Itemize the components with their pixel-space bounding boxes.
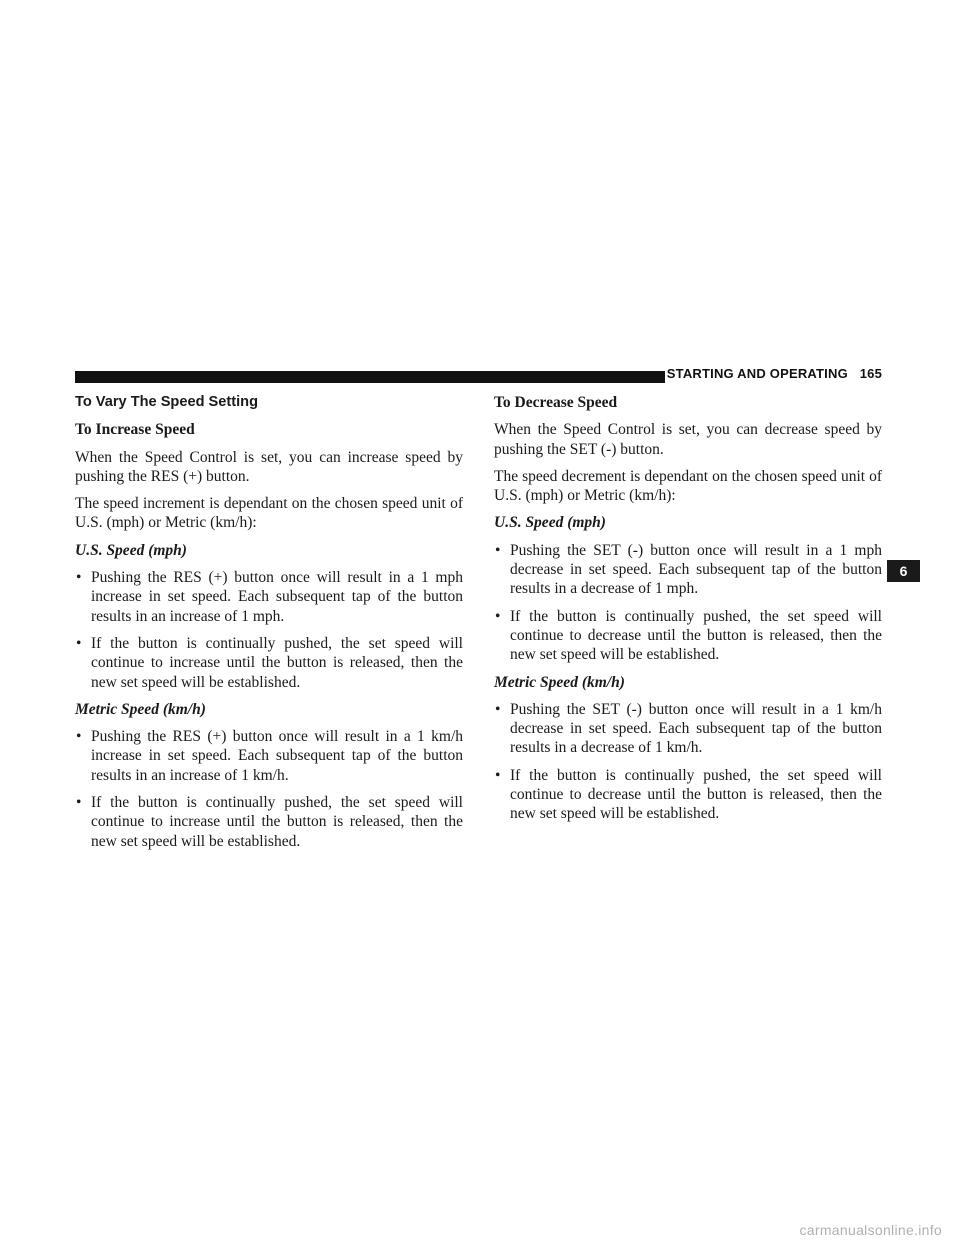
list-item: • If the button is continually pushed, the set speed will continue to increase until the button is released, then the new set speed will be established. bbox=[76, 794, 463, 850]
right-column bbox=[494, 393, 882, 832]
header-rule bbox=[75, 371, 665, 383]
list-item: • If the button is continually pushed, the set speed will continue to increase until the button is released, then the new set speed will be established. bbox=[76, 634, 463, 691]
metric-speed-heading: Metric Speed (km/h) bbox=[494, 673, 625, 691]
section-heading: To Vary The Speed Setting bbox=[75, 394, 258, 410]
metric-speed-list bbox=[75, 727, 463, 851]
bullet-icon: • bbox=[495, 541, 501, 559]
bullet-icon: • bbox=[495, 766, 501, 784]
left-column bbox=[75, 393, 463, 859]
decrement-note: The speed decrement is dependant on the chosen speed unit of U.S. (mph) or Metric (km/h): bbox=[494, 467, 882, 505]
metric-speed-heading: Metric Speed (km/h) bbox=[75, 700, 206, 718]
section-title: STARTING AND OPERATING bbox=[666, 366, 848, 381]
bullet-icon: • bbox=[76, 728, 82, 746]
decrease-intro: When the Speed Control is set, you can decrease speed by pushing the SET (-) button. bbox=[494, 421, 882, 458]
increase-speed-heading: To Increase Speed bbox=[75, 421, 195, 439]
watermark: carmanualsonline.info bbox=[799, 1222, 942, 1238]
us-speed-list bbox=[494, 541, 882, 665]
bullet-icon: • bbox=[76, 569, 82, 587]
list-item: • If the button is continually pushed, the set speed will continue to decrease until the button is released, then the new set speed will be established. bbox=[495, 766, 882, 823]
list-item: • Pushing the SET (-) button once will result in a 1 km/h decrease in set speed. Each subsequent tap of the button results in a decrease of 1 km/h. bbox=[495, 700, 882, 757]
bullet-icon: • bbox=[76, 634, 82, 652]
running-header bbox=[667, 366, 882, 381]
bullet-icon: • bbox=[495, 700, 501, 718]
bullet-icon: • bbox=[76, 794, 82, 812]
chapter-tab: 6 bbox=[887, 560, 920, 582]
metric-speed-list bbox=[494, 700, 882, 824]
list-item: • If the button is continually pushed, the set speed will continue to decrease until the button is released, then the new set speed will be established. bbox=[495, 607, 882, 664]
us-speed-heading: U.S. Speed (mph) bbox=[75, 541, 187, 559]
us-speed-heading: U.S. Speed (mph) bbox=[494, 514, 606, 532]
decrease-speed-heading: To Decrease Speed bbox=[494, 394, 618, 411]
increment-note: The speed increment is dependant on the chosen speed unit of U.S. (mph) or Metric (km/h): bbox=[75, 495, 463, 532]
page-number: 165 bbox=[859, 366, 882, 381]
list-item: • Pushing the RES (+) button once will result in a 1 mph increase in set speed. Each subsequent tap of the button results in an increase of 1 mph. bbox=[76, 569, 463, 625]
list-item: • Pushing the RES (+) button once will result in a 1 km/h increase in set speed. Each subsequent tap of the button results in an increase of 1 km/h. bbox=[76, 728, 463, 784]
list-item: • Pushing the SET (-) button once will result in a 1 mph decrease in set speed. Each subsequent tap of the button results in a decrease of 1 mph. bbox=[495, 541, 882, 598]
increase-intro: When the Speed Control is set, you can increase speed by pushing the RES (+) button. bbox=[75, 448, 463, 485]
us-speed-list bbox=[75, 568, 463, 692]
bullet-icon: • bbox=[495, 607, 501, 625]
